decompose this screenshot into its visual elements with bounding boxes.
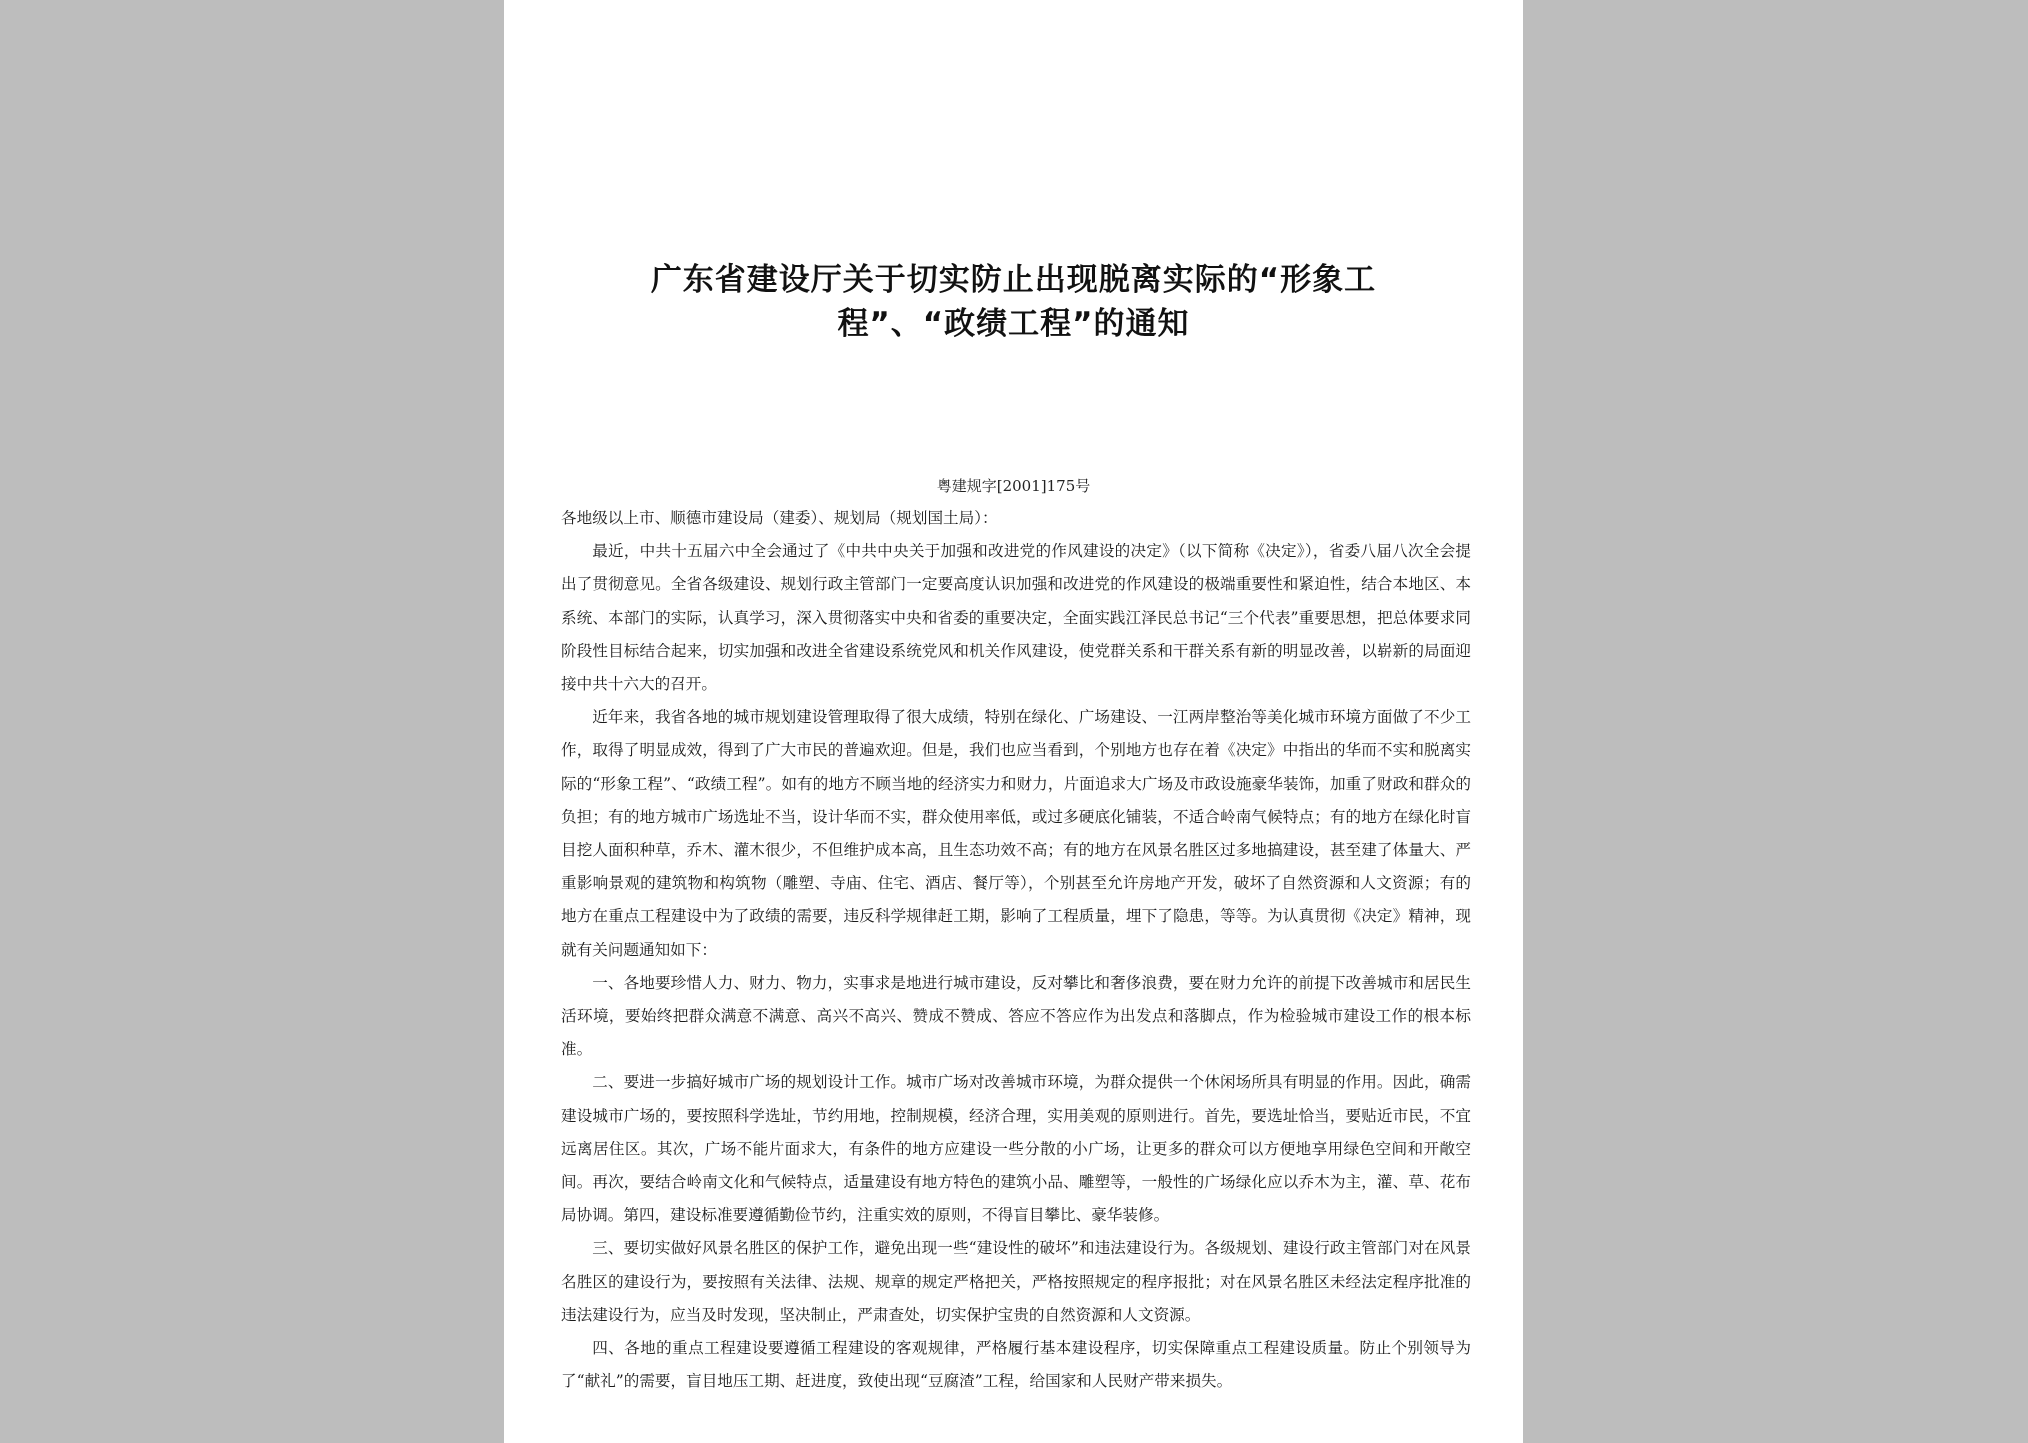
document-title xyxy=(544,258,1483,346)
paragraph-item-4: 四、各地的重点工程建设要遵循工程建设的客观规律，严格履行基本建设程序，切实保障重点工程建设质量。防止个别领导为了“献礼”的需要，盲目地压工期、赶进度，致使出现“豆腐渣”工程，给国家和人民财产带来损失。 xyxy=(561,1339,1471,1391)
document-number: 粤建规字[2001]175号 xyxy=(936,477,1091,495)
paragraph-item-3: 三、要切实做好风景名胜区的保护工作，避免出现一些“建设性的破坏”和违法建设行为。各级规划、建设行政主管部门对在风景名胜区的建设行为，要按照有关法律、法规、规章的规定严格把关，严格按照规定的程序报批；对在风景名胜区未经法定程序批准的违法建设行为，应当及时发现，坚决制止，严肃查处，切实保护宝贵的自然资源和人文资源。 xyxy=(561,1239,1471,1324)
title-line-2: 程”、“政绩工程”的通知 xyxy=(837,306,1190,342)
addressee: 各地级以上市、顺德市建设局（建委）、规划局（规划国土局）： xyxy=(561,509,998,527)
document-body xyxy=(561,502,1471,1398)
paragraph-intro: 最近，中共十五届六中全会通过了《中共中央关于加强和改进党的作风建设的决定》（以下简称《决定》），省委八届八次全会提出了贯彻意见。全省各级建设、规划行政主管部门一定要高度认识加强和改进党的作风建设的极端重要性和紧迫性，结合本地区、本系统、本部门的实际，认真学习，深入贯彻落实中央和省委的重要决定，全面实践江泽民总书记“三个代表”重要思想，把总体要求同阶段性目标结合起来，切实加强和改进全省建设系统党风和机关作风建设，使党群关系和干群关系有新的明显改善，以崭新的局面迎接中共十六大的召开。 xyxy=(561,542,1471,694)
document-page xyxy=(504,0,1523,1443)
paragraph-item-2: 二、要进一步搞好城市广场的规划设计工作。城市广场对改善城市环境，为群众提供一个休闲场所具有明显的作用。因此，确需建设城市广场的，要按照科学选址，节约用地，控制规模，经济合理，实用美观的原则进行。首先，要选址恰当，要贴近市民，不宜远离居住区。其次，广场不能片面求大，有条件的地方应建设一些分散的小广场，让更多的群众可以方便地享用绿色空间和开敞空间。再次，要结合岭南文化和气候特点，适量建设有地方特色的建筑小品、雕塑等，一般性的广场绿化应以乔木为主，灌、草、花布局协调。第四，建设标准要遵循勤俭节约，注重实效的原则，不得盲目攀比、豪华装修。 xyxy=(561,1073,1471,1225)
paragraph-background: 近年来，我省各地的城市规划建设管理取得了很大成绩，特别在绿化、广场建设、一江两岸整治等美化城市环境方面做了不少工作，取得了明显成效，得到了广大市民的普遍欢迎。但是，我们也应当看到，个别地方也存在着《决定》中指出的华而不实和脱离实际的“形象工程”、“政绩工程”。如有的地方不顾当地的经济实力和财力，片面追求大广场及市政设施豪华装饰，加重了财政和群众的负担；有的地方城市广场选址不当，设计华而不实，群众使用率低，或过多硬底化铺装，不适合岭南气候特点；有的地方在绿化时盲目挖人面积种草，乔木、灌木很少，不但维护成本高，且生态功效不高；有的地方在风景名胜区过多地搞建设，甚至建了体量大、严重影响景观的建筑物和构筑物（雕塑、寺庙、住宅、酒店、餐厅等），个别甚至允许房地产开发，破坏了自然资源和人文资源；有的地方在重点工程建设中为了政绩的需要，违反科学规律赶工期，影响了工程质量，埋下了隐患，等等。为认真贯彻《决定》精神，现就有关问题通知如下： xyxy=(561,708,1471,959)
paragraph-item-1: 一、各地要珍惜人力、财力、物力，实事求是地进行城市建设，反对攀比和奢侈浪费，要在财力允许的前提下改善城市和居民生活环境，要始终把群众满意不满意、高兴不高兴、赞成不赞成、答应不答应作为出发点和落脚点，作为检验城市建设工作的根本标准。 xyxy=(561,973,1471,1059)
title-line-1: 广东省建设厅关于切实防止出现脱离实际的“形象工 xyxy=(650,262,1377,298)
